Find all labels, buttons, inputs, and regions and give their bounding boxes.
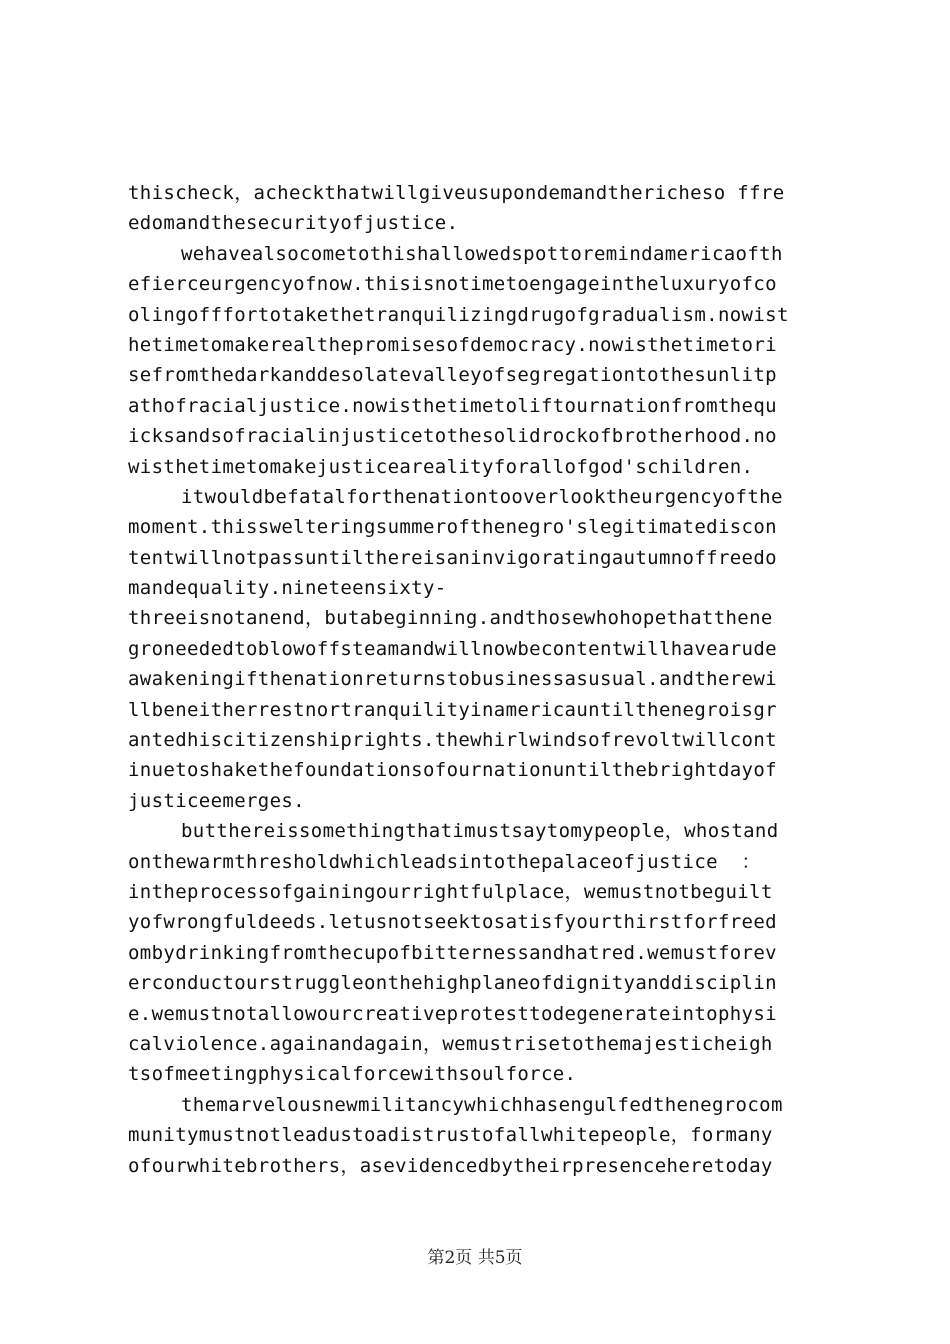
text-line: ombydrinkingfromthecupofbitternessandhatred.wemustforev [128, 941, 777, 964]
text-line: yofwrongfuldeeds.letusnotseektosatisfyourthirstforfreed [128, 911, 777, 934]
text-line: groneededtoblowoffsteamandwillnowbecontentwillhavearude [128, 637, 777, 660]
text-line: icksandsofracialinjusticetothesolidrockofbrotherhood.no [128, 425, 777, 448]
text-line: hetimetomakerealthepromisesofdemocracy.nowisthetimetori [128, 333, 777, 356]
text-line: thischeck，acheckthatwillgiveusupondemandthericheso ffre [128, 182, 785, 204]
text-line: sefromthedarkanddesolatevalleyofsegregationtothesunlitp [128, 364, 777, 387]
text-line: calviolence.againandagain，wemustrisetothemajesticheigh [128, 1032, 773, 1055]
text-line: llbeneitherrestnortranquilityinamericauntilthenegroisgr [128, 698, 777, 721]
text-line: mandequality.nineteensixty- [128, 577, 447, 600]
text-line: efierceurgencyofnow.thisisnotimetoengageintheluxuryofco [128, 273, 777, 296]
text-line: moment.thisswelteringsummerofthenegro'slegitimatediscon [128, 516, 777, 539]
paragraph-start-line: itwouldbefatalforthenationtooverlooktheurgencyofthe [181, 485, 783, 508]
paragraph-start-line: wehavealsocometothishallowedspottoremindamericaofth [181, 242, 783, 265]
text-line: erconductourstruggleonthehighplaneofdignityanddisciplin [128, 972, 777, 995]
text-line: edomandthesecurityofjustice. [128, 212, 459, 235]
text-line: ofourwhitebrothers，asevidencedbytheirpresenceheretoday [128, 1154, 773, 1177]
text-line: justiceemerges. [128, 789, 305, 812]
body-text [128, 178, 834, 1181]
text-line: inuetoshakethefoundationsofournationuntilthebrightdayof [128, 759, 777, 782]
page-number-footer: 第2页 共5页 [427, 1248, 523, 1268]
text-line: munitymustnotleadustoadistrustofallwhitepeople，formany [128, 1124, 773, 1147]
paragraph-start-line: themarvelousnewmilitancywhichhasengulfedthenegrocom [181, 1093, 783, 1116]
text-line: wisthetimetomakejusticearealityforallofgod'schildren. [128, 455, 754, 478]
text-line: awakeningifthenationreturnstobusinessasusual.andtherewi [128, 668, 777, 691]
text-line: onthewarmthresholdwhichleadsintothepalaceofjustice ： [128, 850, 761, 873]
text-line: athofracialjustice.nowisthetimetoliftournationfromthequ [128, 394, 777, 417]
text-line: threeisnotanend，butabeginning.andthosewhohopethatthene [128, 607, 773, 630]
text-line: tsofmeetingphysicalforcewithsoulforce. [128, 1063, 577, 1086]
text-line: antedhiscitizenshiprights.thewhirlwindsofrevoltwillcont [128, 729, 777, 752]
text-line: tentwillnotpassuntilthereisaninvigoratingautumnoffreedo [128, 546, 777, 569]
text-line: intheprocessofgainingourrightfulplace，wemustnotbeguilt [128, 880, 773, 903]
paragraph-start-line: butthereissomethingthatimustsaytomypeople，whostand [181, 820, 779, 843]
text-line: e.wemustnotallowourcreativeprotesttodegenerateintophysi [128, 1002, 777, 1025]
text-line: olingofffortotakethetranquilizingdrugofgradualism.nowist [128, 303, 789, 326]
